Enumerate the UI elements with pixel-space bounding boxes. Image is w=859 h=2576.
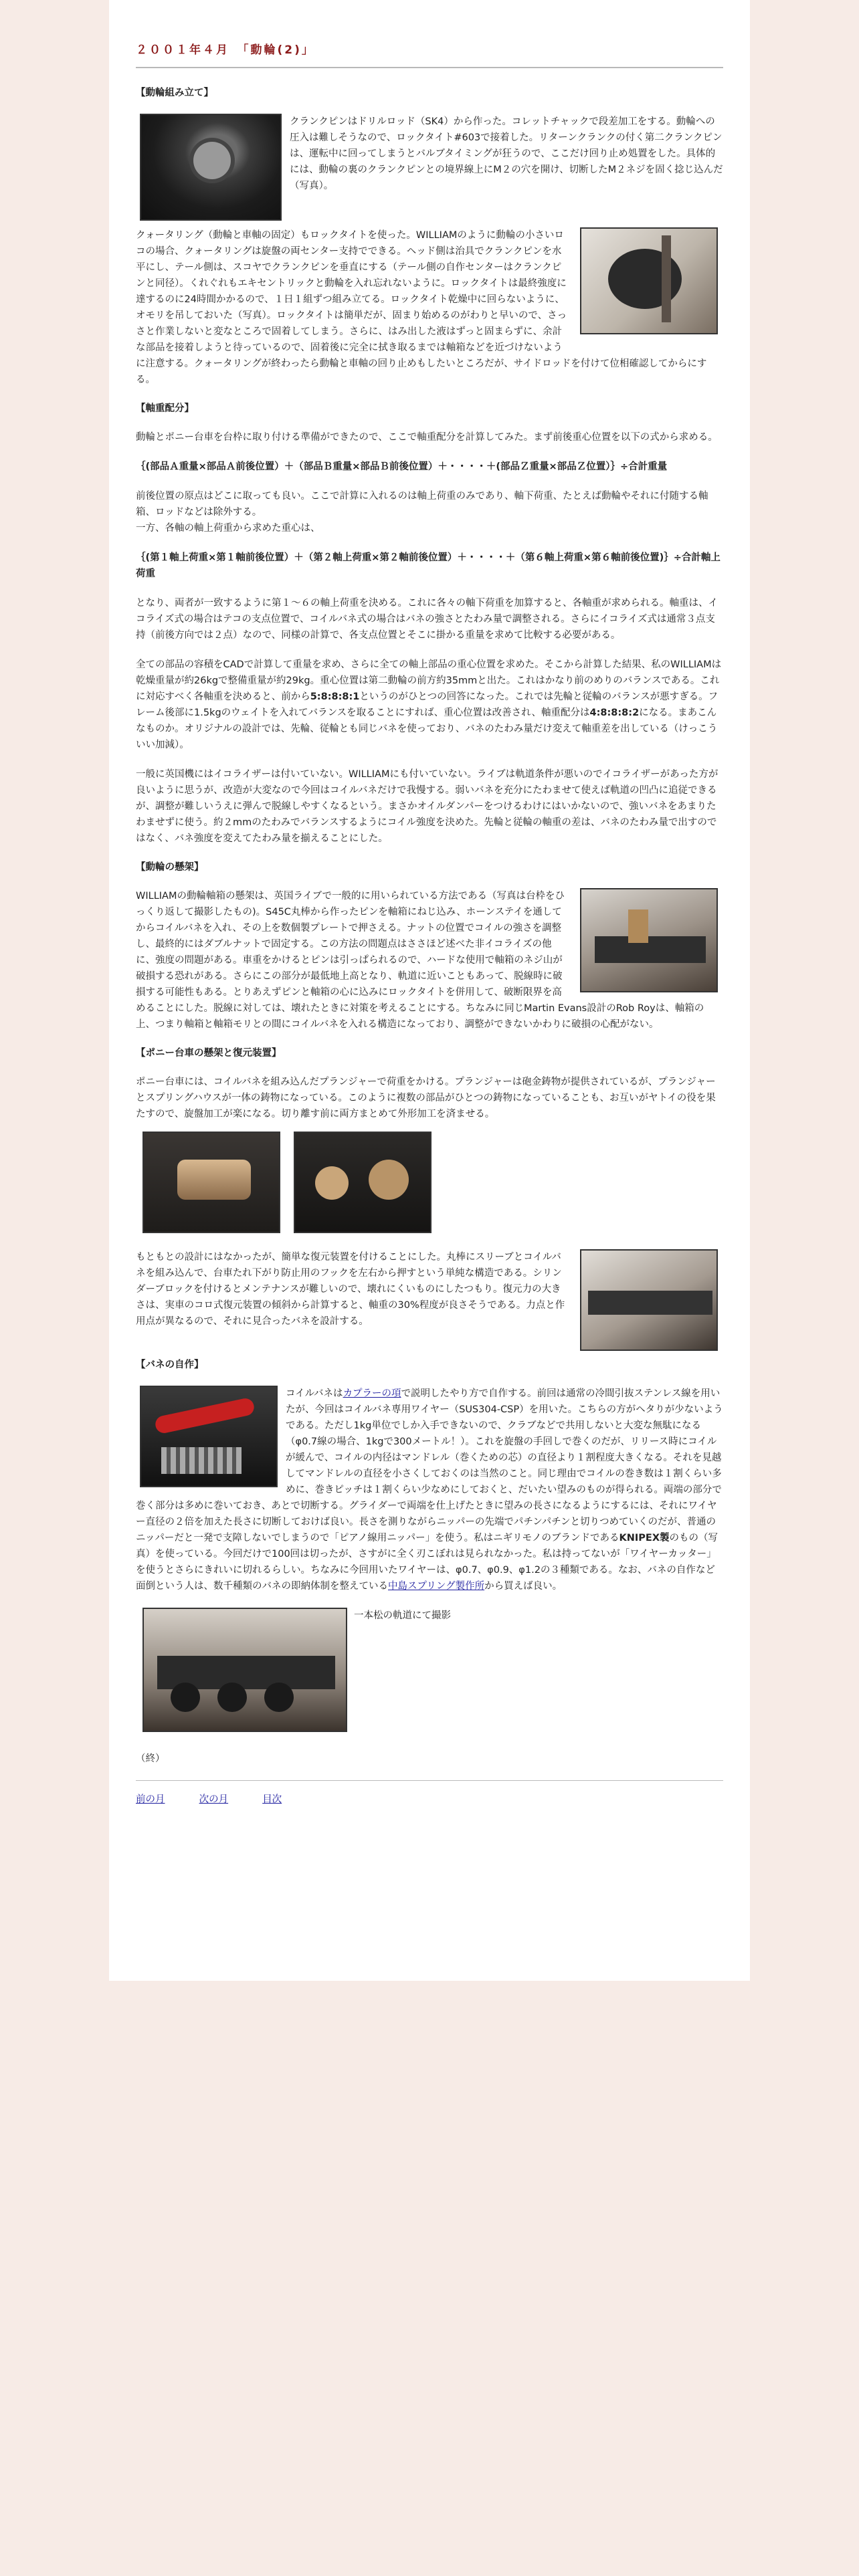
photo-track-test [142,1608,347,1732]
link-coupler-section[interactable]: カプラーの項 [343,1388,401,1399]
axle-ratio-1: 5:8:8:8:1 [310,691,360,702]
content [136,40,723,1806]
spring-p1a: コイルバネは [286,1388,343,1399]
assembly-paragraph-2: クォータリング（動輪と車軸の固定）もロックタイトを使った。WILLIAMのように動輪の小さいロコの場合、クォータリングは旋盤の両センター支持でできる。ヘッド側は治具でクランクピンを水平にし、テール側は、スコヤでクランクピンを垂直にする（テール側の自作センターはクランクピンと同径）。くれぐれもエキセントリックと動輪を入れ忘れないように。ロックタイトは最終強度に達するのに24時間かかるので、１日１組ずつ組み立てる。ロックタイト乾燥中に回らないように、オモリを吊しておいた（写真）。ロックタイトは簡単だが、固まり始めるのがわりと早いので、さっさと作業しないと変なところで固着してしまう。さらに、はみ出した液はずっと固まらずに、余計な部品を接着しようと待っているので、固着後に完全に拭き取るまでは軸箱などを近づけないように注意する。クォータリングが終わったら動輪と車軸の回り止めもしたいところだが、サイドロッドを付けて位相確認してからにする。 [136,230,707,385]
axle-load-p4b: というのがひとつの回答になった。これでは先輪と従輪のバランスが悪すぎる。フレーム後部に1.5kgのウェイトを入れてバランスを取ることにすれば、重心位置は改善され、軸重配分は [136,691,719,718]
axle-load-paragraph-2a: 前後位置の原点はどこに取っても良い。ここで計算に入れるのは軸上荷重のみであり、軸下荷重、たとえば動輪やそれに付随する軸箱、ロッドなどは除外する。 [136,491,708,518]
brand-knipex: KNIPEX製 [619,1533,670,1543]
axle-load-paragraph-2b: 一方、各軸の軸上荷重から求めた重心は、 [136,523,320,534]
photo-crank-pin [140,114,282,221]
pony-photo-row [142,1132,723,1233]
photo-axlebox-suspension [580,888,718,992]
axle-load-paragraph-5: 一般に英国機にはイコライザーは付いていない。WILLIAMにも付いていない。ライブは軌道条件が悪いのでイコライザーがあった方が良いように思うが、改造が大変なので今回はコイルバネだけで我慢する。弱いバネを充分にたわませて使えば軌道の凹凸に追従できるが、調整が難しいうえに弾んで脱線しやすくなるという。まさかオイルダンパーをつけるわけにはいかないので、強いバネをあまりたわませずに使う。約２mmのたわみでバランスするようにコイル強度を決めた。先輪と従輪の軸重の差は、バネのたわみ量で出すのではなく、バネ強度を変えてたわみ量を揃えることにした。 [136,769,719,844]
section-heading-pony: 【ポニー台車の懸架と復元装置】 [136,1048,282,1059]
nipper-handle-shape [154,1397,256,1435]
wheel-shape-2 [217,1683,247,1712]
photo-plunger-casting [142,1132,280,1233]
casting-shape [177,1160,251,1200]
formula-center-of-gravity: ｛(部品Ａ重量×部品Ａ前後位置）＋（部品Ｂ重量×部品Ｂ前後位置）＋・・・・＋(部品Ｚ重量×部品Ｚ位置）｝÷合計重量 [136,461,668,472]
axle-ratio-2: 4:8:8:8:2 [589,708,640,718]
spring-shape [628,909,648,943]
footer-divider [136,1780,723,1781]
footer-nav [136,1792,723,1806]
track-photo-block [142,1608,723,1732]
assembly-paragraph-1: クランクピンはドリルロッド（SK4）から作った。コレットチャックで段差加工をする。動輪への圧入は難しそうなので、ロックタイト#603で接着した。リターンクランクの付く第二クランクピンは、運転中に回ってしまうとバルブタイミングが狂うので、ここだけ回り止め処置をした。具体的には、動輪の裏のクランクピンとの境界線上にM２の穴を開け、切断したM２ネジを固く捻じ込んだ（写真）。 [290,116,723,191]
section-heading-axle-load: 【軸重配分】 [136,403,194,414]
photo-restoring-device [580,1249,718,1351]
link-nakajima-spring[interactable]: 中島スプリング製作所 [388,1581,485,1592]
spring-p1b: で説明したやり方で自作する。前回は通常の冷間引抜ステンレス線を用いたが、今回はコイルバネ専用ワイヤー（SUS304-CSP）を用いた。こちらの方がヘタりが少ないようである。ただし1kg単位でしか入手できないので、クラブなどで共用しないと大変な無駄になる（φ0.7線の場合、1kgで300メートル！）。これを旋盤の手回しで巻くのだが、リリース時にコイルが緩んで、コイルの内径はマンドレル（巻くための芯）の直径より１割程度大きくなる。それを見越してマンドレルの直径を小さくしておくのは当然のこと。同じ理由でコイルの巻き数は１割くらい多めに、巻きピッチは１割くらい少なめにしておくと、だいたい望みのものが得られる。両端の部分で巻く部分は多めに巻いておき、あとで切断する。グライダーで両端を仕上げたときに望みの長さになるようにするには、それにワイヤー直径の２倍を加えた長さに切断しておけば良い。長さを測りながらニッパーの先端でパチンパチンと切りつめていくのだが、普通のニッパーだと一発で支障しないでしまうので「ピアノ線用ニッパー」を使う。私はニギリモノのブランドである [136,1388,723,1543]
page-title: ２００１年４月 「動輪(2)」 [136,43,315,57]
suspension-paragraph-1: WILLIAMの動輪軸箱の懸架は、英国ライブで一般的に用いられている方法である（写真は台枠をひっくり返して撮影したもの)。S45C丸棒から作ったピンを軸箱にねじ込み、ホーンステイを通してからコイルバネを入れ、その上を数個製プレートで押さえる。ナットの位置でコイルの強さを調整し、最終的にはダブルナットで固定する。この方法の問題点はささほど述べた非イコライズの他に、強度の問題がある。車重をかけるとピンは引っぱられるので、ハードな使用で軸箱のネジ山が破損する恐れがある。さらにこの部分が最低地上高となり、軌道に近いこともあって、脱線時に破損する可能性もある。とりあえずピンと軸箱の心に込みにロックタイトを併用して、破断限界を高めることにした。脱線に対しては、壊れたときに対策を考えることにする。ちなみに同じMartin Evans設計のRob Royは、軸箱の上、つまり軸箱と軸箱モリとの間にコイルバネを入れる構造になっており、調整ができないかわりに破損の心配がない。 [136,891,704,1030]
device-shape [588,1291,712,1315]
nav-prev-month[interactable]: 前の月 [136,1794,165,1805]
nav-index[interactable]: 目次 [262,1794,282,1805]
weight-string-shape [662,235,671,322]
page-container [109,0,750,1981]
section-heading-suspension: 【動輪の懸架】 [136,862,204,873]
photo-knipex-nippers [140,1386,278,1487]
pony-paragraph-2: もともとの設計にはなかったが、簡単な復元装置を付けることにした。丸棒にスリーブとコイルバネを組み込んで、台車たれ下がり防止用のフックを左右から押すという単純な構造である。シリンダーブロックを付けるとメンテナンスが難しいので、壊れにくいものにしたつもり。復元力の大きさは、実車のコロ式復元装置の傾斜から計算すると、軸重の30%程度が良さそうである。力点と作用点が異なるので、それに見合ったバネを設計する。 [136,1252,565,1327]
spring-p1d: から買えば良い。 [484,1581,563,1592]
frame-shape [595,936,706,963]
part-shape-2 [369,1160,409,1200]
end-mark: （終） [136,1753,165,1764]
axle-load-p4a: 全ての部品の容積をCADで計算して重量を求め、さらに全ての軸上部品の重心位置を求めた。そこから計算した結果、私のWILLIAMは乾燥重量が約26kgで整備重量が約29kg。重心位置は第二動輪の前方約35mmと出た。これはかなり前のめりのバランスである。これに対応すべく各軸重を決めると、前から [136,659,722,702]
crank-pin-shape [193,142,231,179]
formula-axle-load: ｛(第１軸上荷重×第１軸前後位置）＋（第２軸上荷重×第２軸前後位置）＋・・・・＋（第６軸上荷重×第６軸前後位置)｝÷合計軸上荷重 [136,552,721,579]
photo-plunger-parts [294,1132,432,1233]
wheel-shape-3 [264,1683,294,1712]
wheel-shape-1 [171,1683,200,1712]
nav-next-month[interactable]: 次の月 [199,1794,229,1805]
axle-load-paragraph-2 [136,488,723,536]
pony-paragraph-1: ポニー台車には、コイルバネを組み込んだプランジャーで荷重をかける。プランジャーは砲金鋳物が提供されているが、プランジャーとスプリングハウスが一体の鋳物になっている。このように複数の部品がひとつの鋳物になっていることも、お互いがヤトイの役を果たすので、旋盤加工が楽になる。切り離す前に両方まとめて外形加工を済ませる。 [136,1077,716,1119]
part-shape-1 [315,1166,349,1200]
section-heading-assembly: 【動輪組み立て】 [136,88,213,98]
axle-load-paragraph-3: となり、両者が一致するように第１～６の軸上荷重を決める。これに各々の軸下荷重を加算すると、各軸重が求められる。軸重は、イコライズ式の場合はテコの支点位置で、コイルバネ式の場合はバネの強さとたわみ量で調整される。さらにイコライズ式は通常３点支持（前後方向では２点）なので、同様の計算で、各支点位置とそこに掛かる重量を求めて比較する必要がある。 [136,598,718,641]
axle-load-paragraph-1: 動輪とポニー台車を台枠に取り付ける準備ができたので、ここで軸重配分を計算してみた。まず前後重心位置を以下の式から求める。 [136,432,718,443]
spring-p1c: のもの（写真）を使っている。今回だけで100回は切ったが、さすがに全く刃こぼれは見られなかった。私は持ってないが「ワイヤーカッター」を使うとさらにきれいに切れるらしい。ちなみに今回用いたワイヤーは、φ0.7、φ0.9、φ1.2の３種類である。なお、バネの自作など面倒という人は、数千種類のバネの即納体制を整えている [136,1533,719,1592]
track-photo-caption: 一本松の軌道にて撮影 [354,1610,451,1621]
springs-shape [161,1447,242,1474]
photo-quartering-weight [580,227,718,334]
axle-load-paragraph-4 [136,657,723,753]
section-heading-spring: 【バネの自作】 [136,1360,204,1370]
title-divider [136,67,723,68]
axle-load-p4c: になる。まあこんなものか。オリジナルの設計では、先輪、従輪とも同じバネを使っており、バネのたわみ量だけ変えて軸重差を出している（けっこういい加減）。 [136,708,718,750]
